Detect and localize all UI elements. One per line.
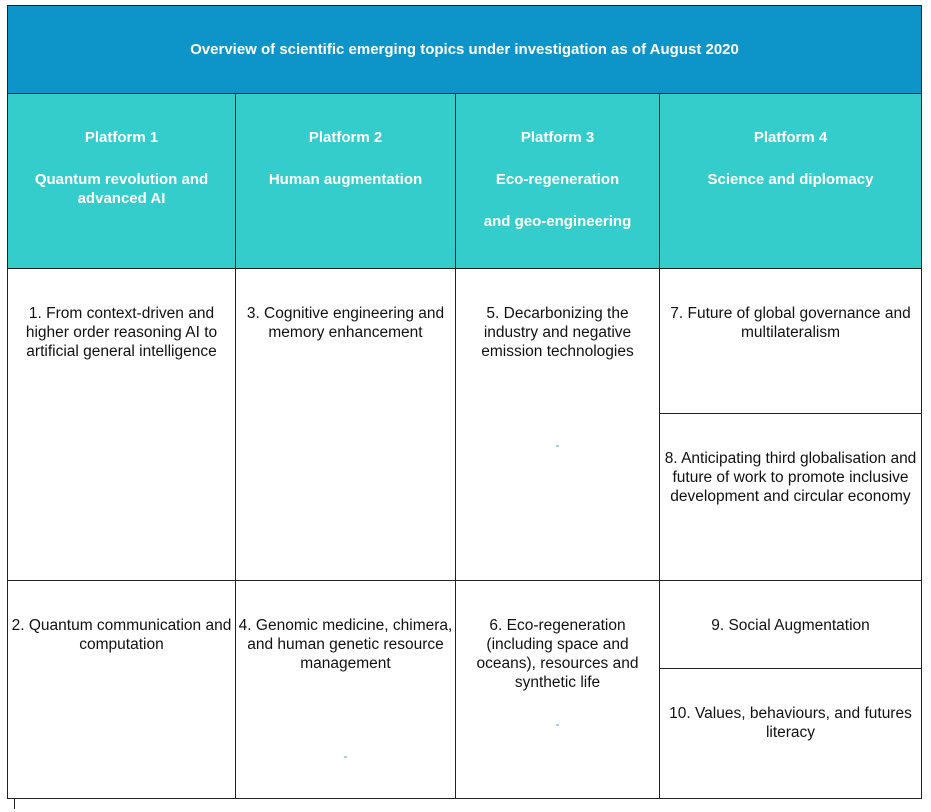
platform-3-name-line-2: and geo-engineering: [483, 213, 632, 230]
topic-cell-7: [659, 268, 922, 414]
topic-5-text: 5. Decarbonizing the industry and negative emission technologies: [481, 305, 634, 360]
topic-8-text: 8. Anticipating third globalisation and future of work to promote inclusive development and circular economy: [664, 450, 917, 505]
header-platform-3: [455, 93, 660, 269]
header-platform-4: [659, 93, 922, 269]
topic-6-text: 6. Eco-regeneration (including space and oceans), resources and synthetic life: [476, 617, 639, 691]
table-title-text: Overview of scientific emerging topics under investigation as of August 2020: [190, 41, 739, 58]
dash-mark: -: [343, 749, 348, 763]
header-platform-1: [7, 93, 236, 269]
header-platform-2: [235, 93, 456, 269]
topic-cell-1: [7, 268, 236, 581]
topic-cell-3: [235, 268, 456, 581]
topic-cell-5: [455, 268, 660, 581]
topic-10-text: 10. Values, behaviours, and futures literacy: [669, 705, 912, 741]
topic-cell-4: [235, 580, 456, 799]
topic-9-text: 9. Social Augmentation: [711, 617, 870, 634]
dash-mark: -: [555, 717, 560, 731]
cursor-mark: [14, 799, 15, 809]
platform-4-number: Platform 4: [753, 129, 828, 146]
dash-mark: -: [555, 438, 560, 452]
platform-1-number: Platform 1: [84, 129, 159, 146]
table-title: [7, 5, 922, 94]
topic-cell-9: [659, 580, 922, 669]
topic-3-text: 3. Cognitive engineering and memory enhancement: [246, 305, 445, 341]
topic-4-text: 4. Genomic medicine, chimera, and human genetic resource management: [238, 617, 453, 672]
platform-2-name-line-1: Human augmentation: [268, 171, 423, 188]
topic-cell-6: [455, 580, 660, 799]
topic-cell-2: [7, 580, 236, 799]
platform-2-number: Platform 2: [308, 129, 383, 146]
platform-1-name-line-1: Quantum revolution and: [34, 171, 209, 188]
topic-2-text: 2. Quantum communication and computation: [11, 617, 232, 653]
topic-cell-8: [659, 413, 922, 581]
topic-cell-10: [659, 668, 922, 799]
topic-7-text: 7. Future of global governance and multilateralism: [670, 305, 911, 341]
platform-1-name-line-2: advanced AI: [77, 190, 166, 207]
platform-3-number: Platform 3: [520, 129, 595, 146]
platform-3-name-line-1: Eco-regeneration: [495, 171, 620, 188]
platform-4-name-line-1: Science and diplomacy: [707, 171, 874, 188]
topic-1-text: 1. From context-driven and higher order reasoning AI to artificial general intelligence: [25, 305, 218, 360]
